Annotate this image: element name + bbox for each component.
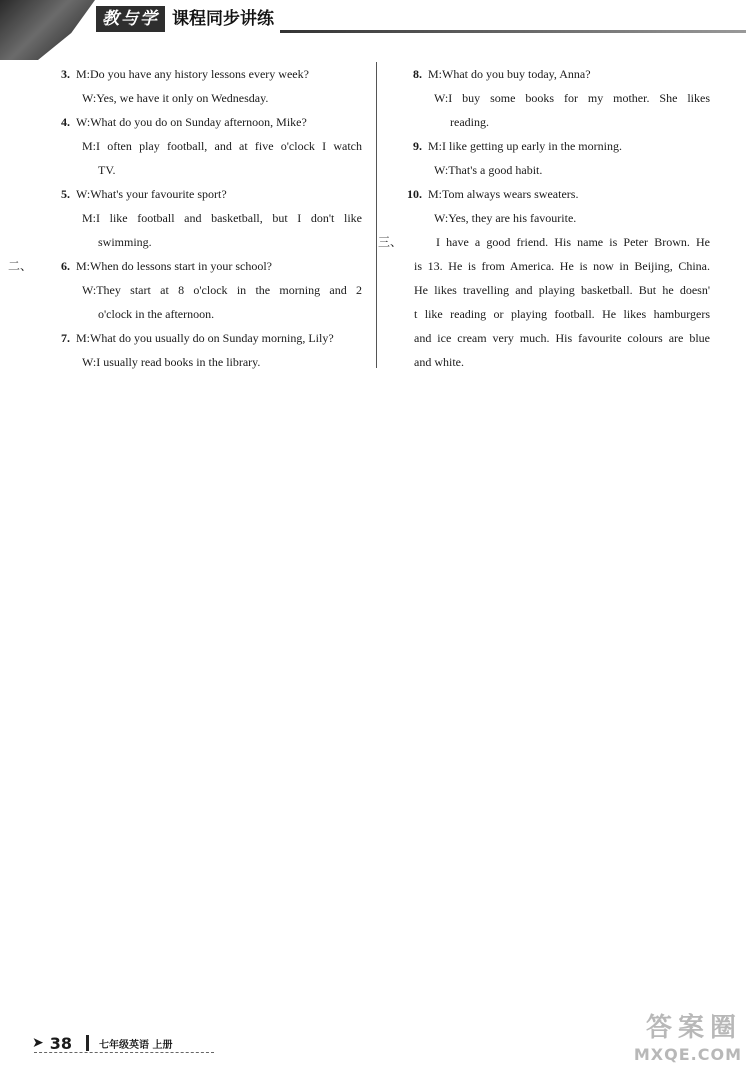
column-divider [376,62,377,368]
page-number: 38 [49,1033,72,1053]
watermark-logo: 答案圈 [645,1013,742,1043]
header-title: 课程同步讲练 [172,9,274,29]
dialogue-line: W:That's a good habit. [434,163,543,177]
watermark-url: MXQE.COM [633,1045,742,1064]
section-3-passage [378,230,710,374]
passage-line: and white. [414,355,464,369]
passage-line: is 13. He is from America. He is now in Beijing, China. [414,259,710,273]
question-5 [40,182,362,254]
question-number: 7. [61,331,70,345]
dialogue-line-cont: swimming. [98,235,152,249]
watermark [602,1012,742,1074]
header-graphic [0,0,95,60]
question-7 [40,326,362,374]
dialogue-line: W:Yes, they are his favourite. [434,211,577,225]
question-number: 9. [413,139,422,153]
footer-bar [86,1035,89,1051]
question-number: 8. [413,67,422,81]
question-number: 10. [407,187,422,201]
question-10 [392,182,710,230]
dialogue-line: W:They start at 8 o'clock in the morning and 2 [82,283,362,297]
dialogue-line-cont: o'clock in the afternoon. [98,307,215,321]
dialogue-line: M:Tom always wears sweaters. [428,187,579,201]
question-4 [40,110,362,182]
question-6 [8,254,362,326]
dialogue-line: M:What do you buy today, Anna? [428,67,591,81]
passage-line: t like reading or playing football. He likes hamburgers [414,307,710,321]
section-label: 二、 [8,259,33,273]
dialogue-line: M:When do lessons start in your school? [76,259,272,273]
passage-line: and ice cream very much. His favourite colours are blue [414,331,710,345]
page-header [0,0,750,46]
footer-rule [34,1052,214,1054]
header-rule [280,30,746,33]
dialogue-line: W:I usually read books in the library. [82,355,261,369]
dialogue-line-cont: reading. [450,115,489,129]
dialogue-line: M:I like getting up early in the morning. [428,139,622,153]
passage-line: I have a good friend. His name is Peter Brown. He [436,235,710,249]
question-9 [392,134,710,182]
passage-line: He likes travelling and playing basketball. But he doesn' [414,283,710,297]
dialogue-line: M:I often play football, and at five o'clock I watch [82,139,362,153]
question-3 [40,62,362,110]
header-brand: 教与学 [96,6,165,32]
dialogue-line: W:What's your favourite sport? [76,187,227,201]
question-number: 4. [61,115,70,129]
question-number: 3. [61,67,70,81]
question-8 [392,62,710,134]
left-column [8,62,362,374]
dialogue-line: W:What do you do on Sunday afternoon, Mike? [76,115,307,129]
dialogue-line: W:Yes, we have it only on Wednesday. [82,91,269,105]
dialogue-line-cont: TV. [98,163,116,177]
book-title: 七年级英语 上册 [99,1039,173,1051]
section-label: 三、 [378,235,403,249]
dialogue-line: M:Do you have any history lessons every week? [76,67,309,81]
dialogue-line: M:What do you usually do on Sunday morning, Lily? [76,331,334,345]
arrow-right-icon: ➤ [32,1035,44,1051]
dialogue-line: M:I like football and basketball, but I don't like [82,211,362,225]
right-column [378,62,710,374]
question-number: 6. [61,259,70,273]
question-number: 5. [61,187,70,201]
dialogue-line: W:I buy some books for my mother. She likes [434,91,710,105]
